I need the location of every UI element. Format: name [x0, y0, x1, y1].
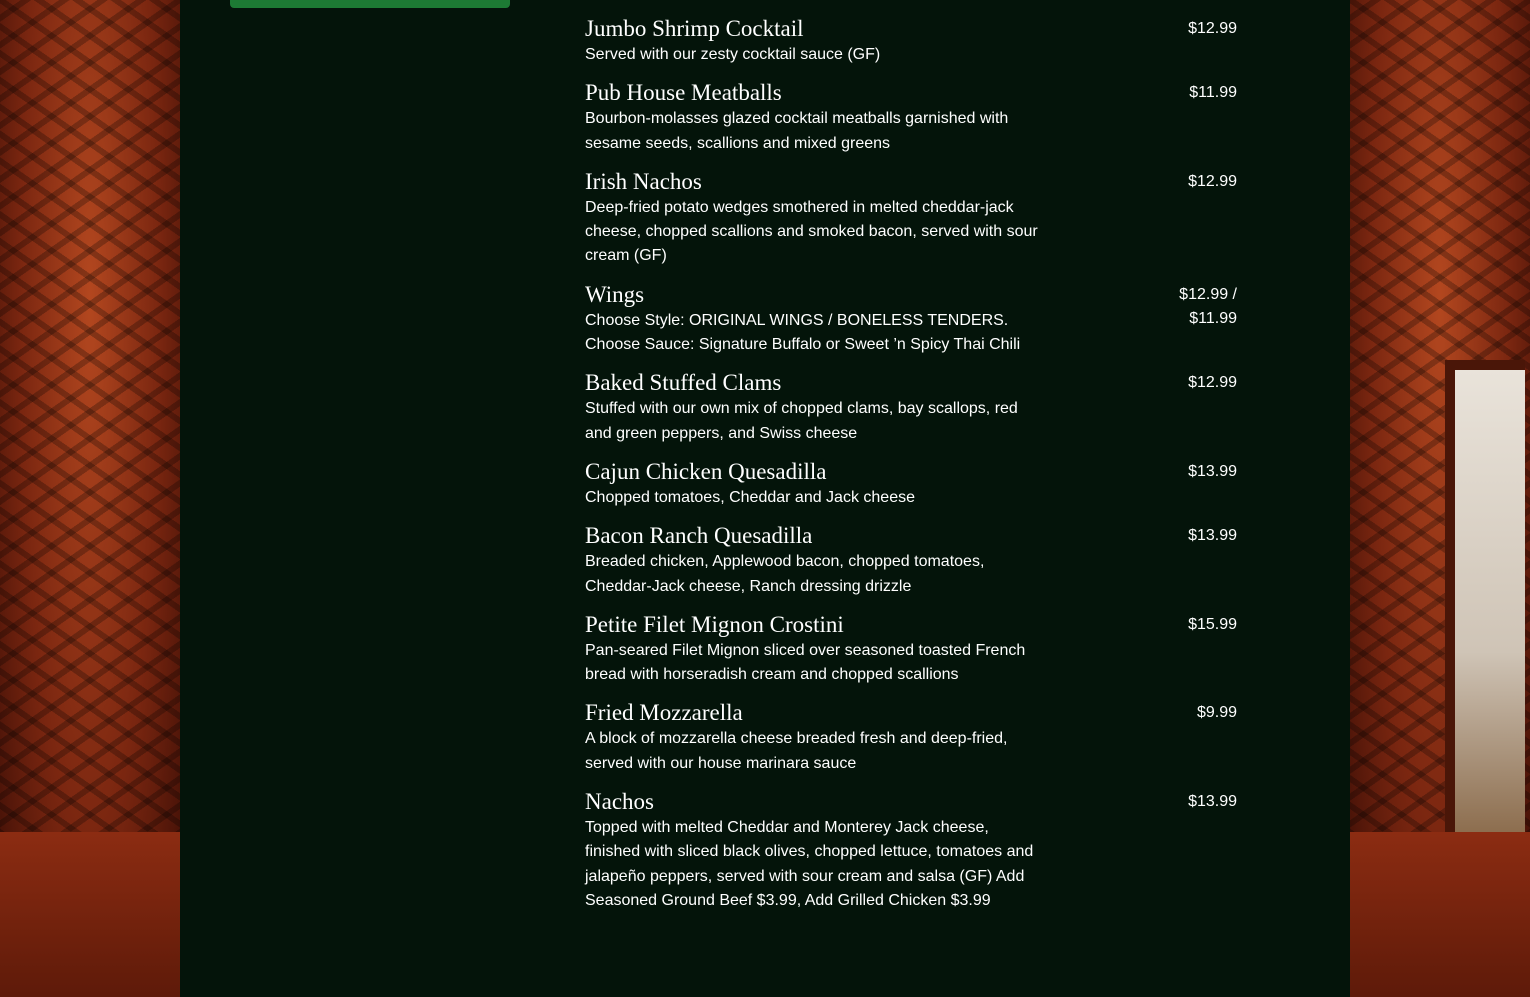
- carved-wood-background-left: [0, 0, 180, 997]
- menu-item-description: Topped with melted Cheddar and Monterey Jack cheese, finished with sliced black olives, chopped lettuce, tomatoes and jalapeño peppers, served with sour cream and salsa (GF) Add Seasoned Ground Beef $3.99, Add Grilled Chicken $3.99: [585, 819, 1034, 909]
- appetizer-menu-list: [585, 15, 1237, 925]
- menu-item: [585, 15, 1237, 67]
- menu-item-price: $12.99: [1188, 374, 1237, 392]
- menu-item-name: Bacon Ranch Quesadilla: [585, 523, 813, 549]
- menu-item-name: Baked Stuffed Clams: [585, 370, 782, 396]
- menu-item-price: $9.99: [1196, 704, 1237, 722]
- menu-item-price: $11.99: [1189, 84, 1237, 102]
- menu-item-name: Petite Filet Mignon Crostini: [585, 611, 844, 637]
- menu-item-price: $13.99: [1188, 793, 1237, 811]
- menu-item-description: Chopped tomatoes, Cheddar and Jack cheese: [585, 488, 915, 506]
- menu-item-description: Stuffed with our own mix of chopped clams, bay scallops, red and green peppers, and Swiss cheese: [585, 400, 1018, 442]
- content-panel: [180, 0, 1350, 997]
- menu-item-price: $12.99 / $11.99: [1179, 285, 1237, 328]
- category-nav-bar[interactable]: [230, 0, 510, 8]
- menu-item-description: Choose Style: ORIGINAL WINGS / BONELESS TENDERS. Choose Sauce: Signature Buffalo or Sweet ’n Spicy Thai Chili: [585, 311, 1021, 354]
- menu-item-name: Wings: [585, 281, 645, 307]
- menu-item-name: Pub House Meatballs: [585, 80, 782, 106]
- menu-item-price: $13.99: [1188, 527, 1237, 545]
- menu-item-description: Deep-fried potato wedges smothered in melted cheddar-jack cheese, chopped scallions and smoked bacon, served with sour cream (GF): [585, 198, 1038, 265]
- menu-item: [585, 522, 1237, 599]
- menu-item-price: $15.99: [1188, 615, 1237, 633]
- menu-item: [585, 458, 1237, 510]
- menu-item-description: Pan-seared Filet Mignon sliced over seasoned toasted French bread with horseradish cream and chopped scallions: [585, 641, 1026, 684]
- menu-item-name: Fried Mozzarella: [585, 700, 743, 726]
- menu-item: [585, 788, 1237, 913]
- mirror-panel: [1445, 360, 1525, 840]
- menu-item: [585, 168, 1237, 269]
- menu-item-name: Cajun Chicken Quesadilla: [585, 458, 827, 484]
- menu-item: [585, 369, 1237, 446]
- menu-item-description: Served with our zesty cocktail sauce (GF): [585, 46, 881, 63]
- menu-item-name: Nachos: [585, 789, 654, 815]
- menu-item-price: $13.99: [1188, 462, 1237, 480]
- menu-item-price: $12.99: [1188, 20, 1237, 37]
- menu-item-price: $12.99: [1188, 172, 1237, 190]
- menu-item-name: Irish Nachos: [585, 168, 702, 194]
- menu-item: [585, 699, 1237, 776]
- menu-item: [585, 79, 1237, 156]
- menu-item-description: Bourbon-molasses glazed cocktail meatballs garnished with sesame seeds, scallions and mixed greens: [585, 110, 1009, 152]
- wood-base-right: [1350, 832, 1530, 997]
- menu-item: [585, 281, 1237, 358]
- menu-item-description: A block of mozzarella cheese breaded fresh and deep-fried, served with our house marinara sauce: [585, 730, 1008, 772]
- carved-wood-background-right: [1350, 0, 1530, 997]
- wood-base-left: [0, 832, 180, 997]
- menu-item-description: Breaded chicken, Applewood bacon, chopped tomatoes, Cheddar-Jack cheese, Ranch dressing drizzle: [585, 553, 985, 595]
- menu-item-name: Jumbo Shrimp Cocktail: [585, 16, 804, 41]
- menu-item: [585, 611, 1237, 688]
